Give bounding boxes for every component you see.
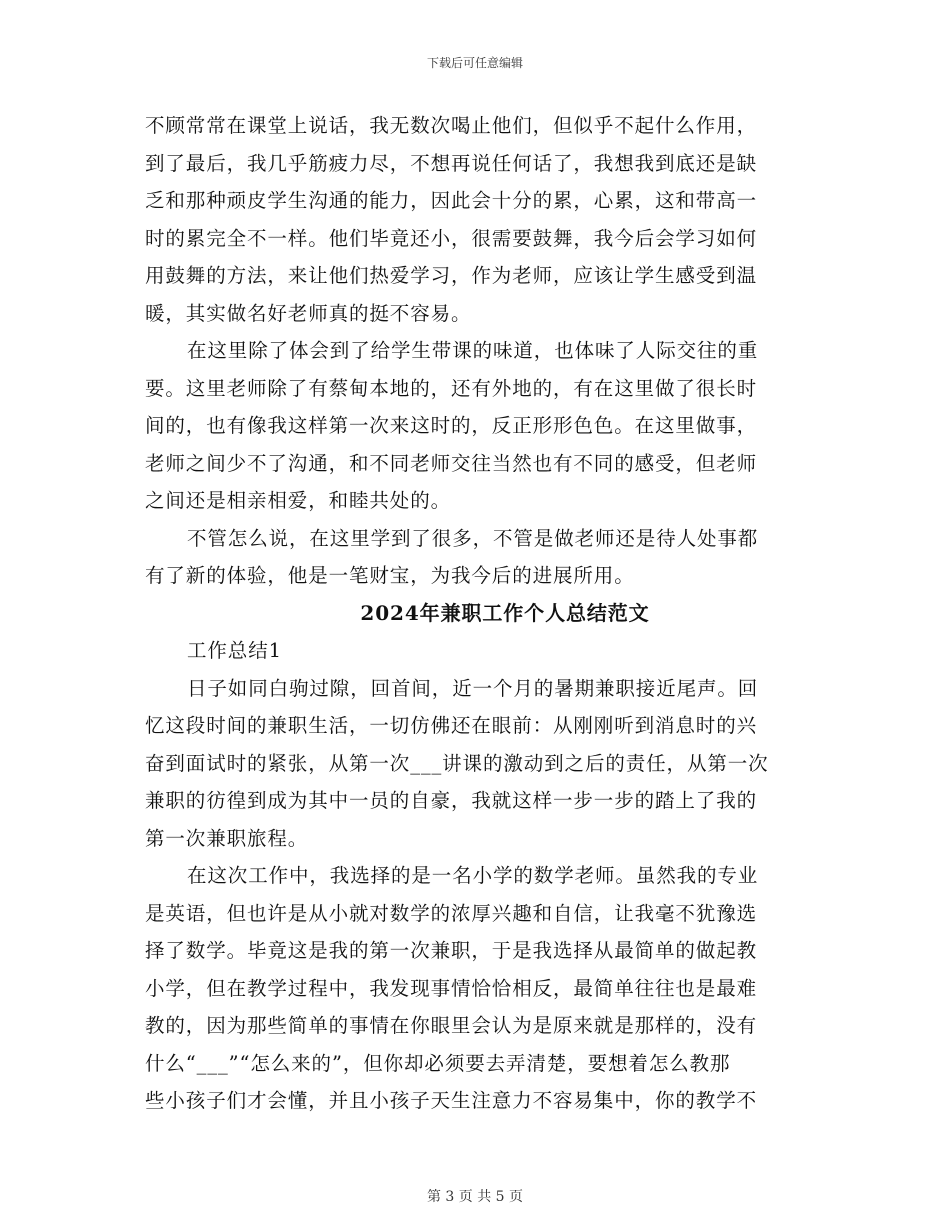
paragraph-2 — [145, 332, 805, 520]
text-line: 有了新的体验，他是一笔财宝，为我今后的进展所用。 — [145, 564, 635, 587]
section-title: 2024年兼职工作个人总结范文 — [360, 600, 650, 625]
text-line: 择了数学。毕竟这是我的第一次兼职，于是我选择从最简单的做起教 — [145, 939, 758, 962]
paragraph-1 — [145, 107, 805, 332]
text-line: 奋到面试时的紧张，从第一次___讲课的激动到之后的责任，从第一次 — [145, 751, 769, 775]
text-line: 用鼓舞的方法，来让他们热爱学习，作为老师，应该让学生感受到温 — [145, 264, 758, 287]
paragraph-4 — [145, 670, 805, 858]
paragraph-5 — [145, 857, 805, 1120]
text-line: 间的，也有像我这样第一次来这时的，反正形形色色。在这里做事， — [145, 414, 758, 437]
text-line: 不管怎么说，在这里学到了很多，不管是做老师还是待人处事都 — [187, 526, 759, 550]
text-line: 在这次工作中，我选择的是一名小学的数学老师。虽然我的专业 — [187, 864, 759, 887]
text-line: 第一次兼职旅程。 — [145, 826, 309, 850]
text-line: 时的累完全不一样。他们毕竟还小，很需要鼓舞，我今后会学习如何 — [145, 226, 758, 250]
page-footer: 第 3 页 共 5 页 — [426, 1189, 524, 1205]
subheading: 工作总结1 — [187, 639, 282, 662]
document-body — [145, 107, 805, 1120]
text-line: 是英语，但也许是从小就对数学的浓厚兴趣和自信，让我毫不犹豫选 — [145, 901, 758, 925]
text-line: 教的，因为那些简单的事情在你眼里会认为是原来就是那样的，没有 — [145, 1014, 758, 1037]
text-line: 要。这里老师除了有蔡甸本地的，还有外地的，有在这里做了很长时 — [145, 376, 758, 400]
text-line: 在这里除了体会到了给学生带课的味道，也体味了人际交往的重 — [187, 339, 759, 362]
text-line: 兼职的彷徨到成为其中一员的自豪，我就这样一步一步的踏上了我的 — [145, 789, 758, 812]
text-line: 老师之间少不了沟通，和不同老师交往当然也有不同的感受，但老师 — [145, 451, 758, 475]
text-line: 乏和那种顽皮学生沟通的能力，因此会十分的累，心累，这和带高一 — [145, 189, 758, 212]
text-line: 忆这段时间的兼职生活，一切仿佛还在眼前：从刚刚听到消息时的兴 — [145, 714, 758, 737]
text-line: 什么“___”“怎么来的”，但你却必须要去弄清楚，要想着怎么教那 — [145, 1051, 731, 1075]
paragraph-3 — [145, 520, 805, 595]
page-header: 下载后可任意编辑 — [426, 56, 523, 70]
text-line: 暖，其实做名好老师真的挺不容易。 — [145, 301, 472, 325]
text-line: 之间还是相亲相爱，和睦共处的。 — [145, 489, 452, 512]
text-line: 不顾常常在课堂上说话，我无数次喝止他们，但似乎不起什么作用， — [145, 114, 758, 137]
text-line: 小学，但在教学过程中，我发现事情恰恰相反，最简单往往也是最难 — [145, 976, 758, 1000]
text-line: 到了最后，我几乎筋疲力尽，不想再说任何话了，我想我到底还是缺 — [145, 151, 758, 175]
text-line: 日子如同白驹过隙，回首间，近一个月的暑期兼职接近尾声。回 — [187, 676, 759, 700]
text-line: 些小孩子们才会懂，并且小孩子天生注意力不容易集中，你的教学不 — [145, 1089, 758, 1112]
